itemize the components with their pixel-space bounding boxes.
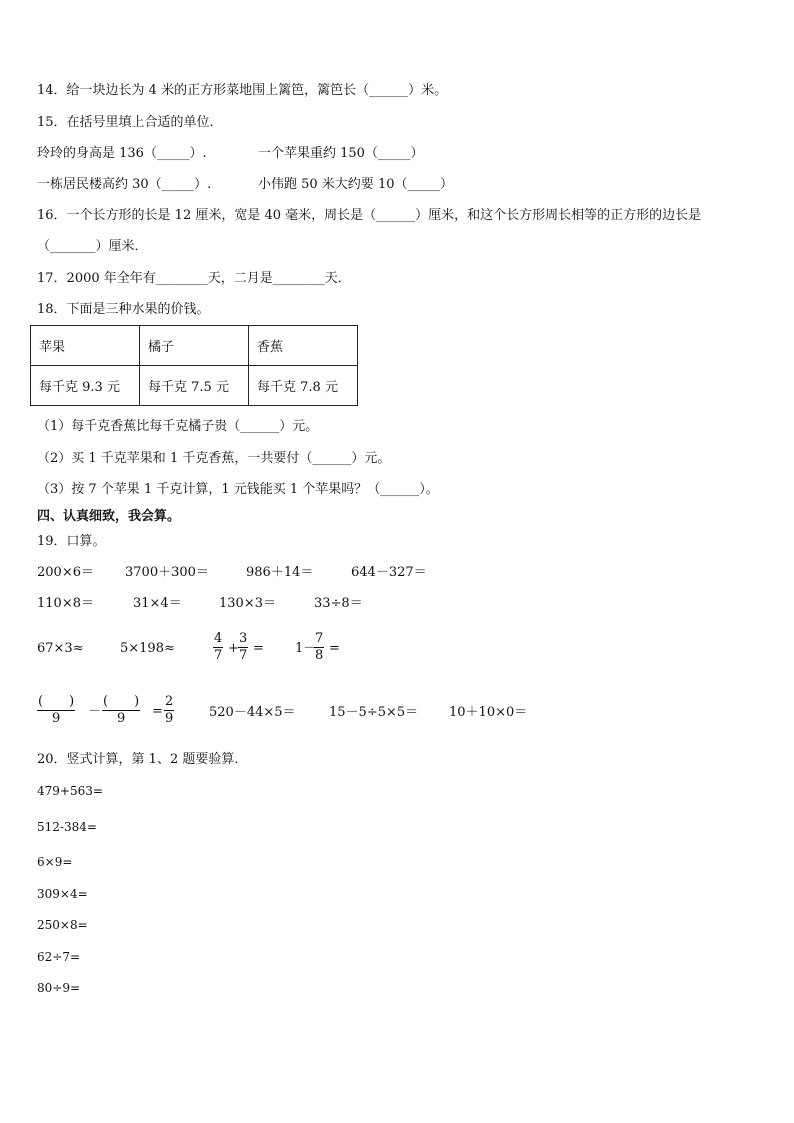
calc-item: 31×4＝ bbox=[133, 596, 182, 611]
plus-sign: + bbox=[228, 641, 239, 656]
fraction-denominator: 9 bbox=[51, 711, 61, 726]
question-19-title: 19．口算。 bbox=[37, 534, 106, 549]
vertical-calc-item: 512-384= bbox=[37, 820, 97, 834]
fraction-four-sevenths bbox=[213, 631, 223, 664]
calc-item: 986＋14＝ bbox=[246, 565, 314, 580]
question-15-item-d: 小伟跑 50 米大约要 10（_____） bbox=[258, 177, 453, 192]
minus-sign: － bbox=[88, 704, 102, 719]
blank-fraction-2 bbox=[102, 694, 140, 727]
question-18-sub2: （2）买 1 千克苹果和 1 千克香蕉，一共要付（______）元。 bbox=[37, 451, 391, 466]
table-row bbox=[31, 366, 358, 406]
vertical-calc-item: 250×8= bbox=[37, 918, 88, 932]
vertical-calc-item: 6×9= bbox=[37, 855, 73, 869]
calc-item: 110×8＝ bbox=[37, 596, 94, 611]
table-cell-banana-price: 每千克 7.8 元 bbox=[249, 366, 358, 406]
fraction-denominator: 7 bbox=[239, 648, 248, 663]
calc-item: 130×3＝ bbox=[219, 596, 276, 611]
table-header-banana: 香蕉 bbox=[249, 326, 358, 366]
question-16-line1: 16．一个长方形的长是 12 厘米，宽是 40 毫米，周长是（______）厘米，和这个长方形周长相等的正方形的边长是 bbox=[37, 208, 702, 223]
vertical-calc-item: 62÷7= bbox=[37, 950, 81, 964]
blank-fraction-1 bbox=[37, 694, 75, 727]
fraction-denominator: 9 bbox=[116, 711, 126, 726]
table-header-orange: 橘子 bbox=[140, 326, 249, 366]
table-cell-orange-price: 每千克 7.5 元 bbox=[140, 366, 249, 406]
table-row bbox=[31, 326, 358, 366]
vertical-calc-item: 80÷9= bbox=[37, 981, 81, 995]
question-20-title: 20．竖式计算，第 1、2 题要验算． bbox=[37, 752, 248, 767]
table-header-apple: 苹果 bbox=[31, 326, 140, 366]
calc-item: 520－44×5＝ bbox=[209, 705, 296, 720]
fraction-denominator: 7 bbox=[214, 648, 223, 663]
question-18-title: 18．下面是三种水果的价钱。 bbox=[37, 302, 210, 317]
question-17: 17．2000 年全年有________天，二月是________天． bbox=[37, 271, 351, 286]
vertical-calc-item: 309×4= bbox=[37, 887, 88, 901]
fraction-seven-eighths bbox=[314, 631, 324, 664]
calc-item: 1－ bbox=[295, 641, 317, 656]
equals-sign: = bbox=[152, 704, 163, 719]
question-15-item-a: 玲玲的身高是 136（_____）. bbox=[37, 146, 207, 161]
fraction-numerator: 4 bbox=[214, 631, 223, 646]
section-4-heading: 四、认真细致，我会算。 bbox=[37, 509, 181, 524]
fraction-numerator: 3 bbox=[239, 631, 248, 646]
fraction-numerator: 7 bbox=[315, 631, 324, 646]
calc-item: 200×6＝ bbox=[37, 565, 94, 580]
question-16-line2: （_______）厘米． bbox=[37, 239, 148, 254]
question-18-sub3: （3）按 7 个苹果 1 千克计算，1 元钱能买 1 个苹果吗？（______）。 bbox=[37, 482, 439, 497]
question-15-item-c: 一栋居民楼高约 30（_____）. bbox=[37, 177, 212, 192]
fruit-price-table bbox=[30, 325, 358, 406]
table-cell-apple-price: 每千克 9.3 元 bbox=[31, 366, 140, 406]
calc-item: 33÷8＝ bbox=[314, 596, 363, 611]
calc-item: 15－5÷5×5＝ bbox=[329, 705, 419, 720]
fraction-two-ninths bbox=[164, 694, 174, 727]
calc-item: 3700＋300＝ bbox=[125, 565, 209, 580]
fraction-blank-numerator: ( ) bbox=[38, 694, 75, 709]
question-15-title: 15．在括号里填上合适的单位． bbox=[37, 115, 223, 130]
question-14: 14．给一块边长为 4 米的正方形菜地围上篱笆，篱笆长（______）米。 bbox=[37, 83, 448, 98]
calc-item: 644－327＝ bbox=[351, 565, 427, 580]
fraction-blank-numerator: ( ) bbox=[103, 694, 140, 709]
fraction-denominator: 9 bbox=[165, 711, 174, 726]
fraction-denominator: 8 bbox=[315, 648, 324, 663]
vertical-calc-item: 479+563= bbox=[37, 784, 103, 798]
calc-item: 5×198≈ bbox=[120, 641, 175, 656]
fraction-numerator: 2 bbox=[165, 694, 174, 709]
fraction-three-sevenths bbox=[238, 631, 248, 664]
question-15-item-b: 一个苹果重约 150（_____） bbox=[258, 146, 424, 161]
question-18-sub1: （1）每千克香蕉比每千克橘子贵（______）元。 bbox=[37, 419, 319, 434]
calc-item: 10＋10×0＝ bbox=[449, 705, 528, 720]
equals-sign: = bbox=[329, 641, 340, 656]
calc-item: 67×3≈ bbox=[37, 641, 84, 656]
equals-sign: = bbox=[253, 641, 264, 656]
